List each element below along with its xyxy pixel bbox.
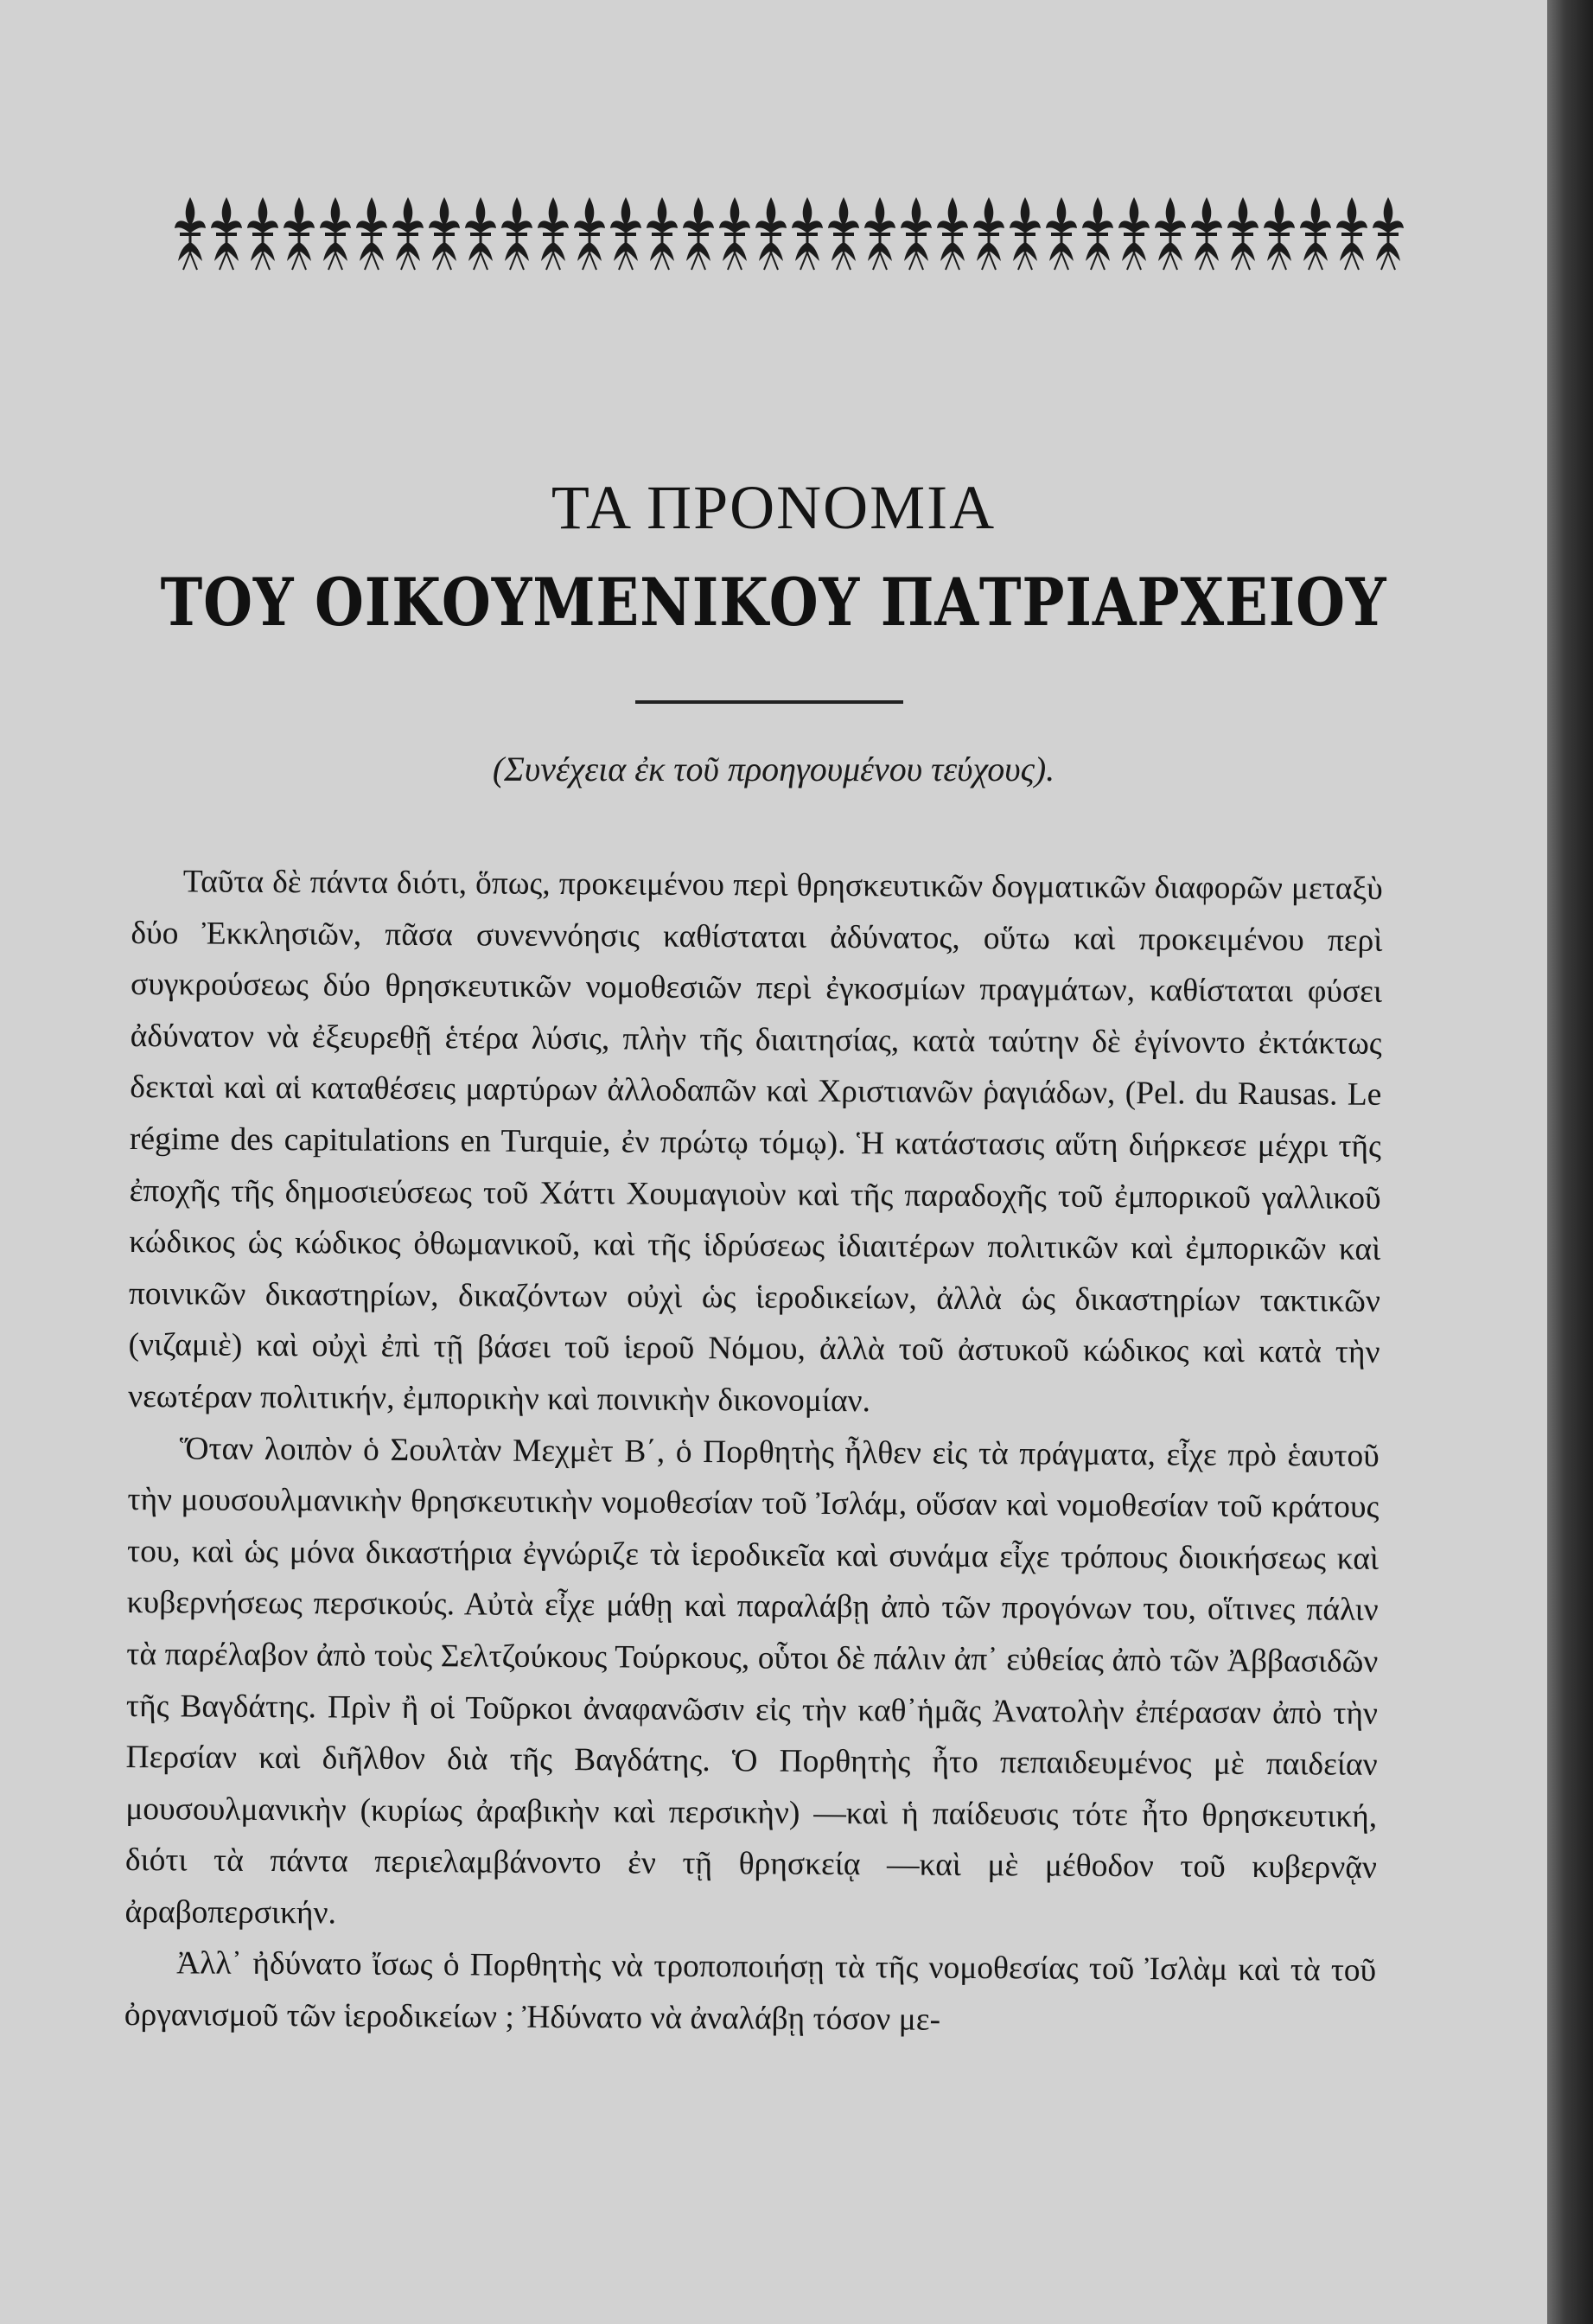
title-divider [635, 700, 903, 704]
subtitle: (Συνέχεια ἐκ τοῦ προηγουμένου τεύχους). [492, 750, 1055, 788]
title-line-2: ΤΟΥ ΟΙΚΟΥΜΕΝΙΚΟΥ ΠΑΤΡΙΑΡΧΕΙΟΥ [160, 564, 1387, 641]
book-spine-edge [1547, 0, 1593, 2324]
title-line-1: ΤΑ ΠΡΟΝΟΜΙΑ [551, 473, 997, 542]
decorative-ornament-band [173, 192, 1409, 278]
paragraph: Ἀλλ᾿ ἠδύνατο ἴσως ὁ Πορθητὴς νὰ τροποποιήσῃ τὰ τῆς νομοθεσίας τοῦ Ἰσλὰμ καὶ τὰ τοῦ ὀργανισμοῦ τῶν ἱεροδικείων ; Ἠδύνατο νὰ ἀναλάβῃ τόσον με- [124, 1945, 1377, 2038]
paragraph: Ὅταν λοιπὸν ὁ Σουλτὰν Μεχμὲτ Β΄, ὁ Πορθητὴς ἦλθεν εἰς τὰ πράγματα, εἶχε πρὸ ἑαυτοῦ τὴν μουσουλμανικὴν θρησκευτικὴν νομοθεσίαν τοῦ Ἰσλάμ, οὕσαν καὶ νομοθεσίαν τοῦ κράτους του, καὶ ὡς μόνα δικαστήρια ἐγνώριζε τὰ ἱεροδικεῖα καὶ συνάμα εἶχε τρόπους διοικήσεως καὶ κυβερνήσεως περσικούς. Αὐτὰ εἶχε μάθῃ καὶ παραλάβῃ ἀπὸ τῶν προγόνων του, οἵτινες πάλιν τὰ παρέλαβον ἀπὸ τοὺς Σελτζούκους Τούρκους, οὗτοι δὲ πάλιν ἀπ᾿ εὐθείας ἀπὸ τῶν Ἀββασιδῶν τῆς Βαγδάτης. Πρὶν ἢ οἱ Τοῦρκοι ἀναφανῶσιν εἰς τὴν καθ᾿ἡμᾶς Ἀνατολὴν ἐπέρασαν ἀπὸ τὴν Περσίαν καὶ διῆλθον διὰ τῆς Βαγδάτης. Ὁ Πορθητὴς ἦτο πεπαιδευμένος μὲ παιδείαν μουσουλμανικὴν (κυρίως ἀραβικὴν καὶ περσικὴν) —καὶ ἡ παίδευσις τότε ἦτο θρησκευτική, διότι τὰ πάντα περιελαμβάνοντο ἐν τῇ θρησκείᾳ —καὶ μὲ μέθοδον τοῦ κυβερνᾷν ἀραβοπερσικήν. [124, 1430, 1380, 1931]
article-body [124, 856, 1383, 2048]
paragraph: Ταῦτα δὲ πάντα διότι, ὅπως, προκειμένου περὶ θρησκευτικῶν δογματικῶν διαφορῶν μεταξὺ δύο Ἐκκλησιῶν, πᾶσα συνεννόησις καθίσταται ἀδύνατος, οὕτω καὶ προκειμένου περὶ συγκρούσεως δύο θρησκευτικῶν νομοθεσιῶν περὶ ἐγκοσμίων πραγμάτων, καθίσταται φύσει ἀδύνατον νὰ ἐξευρεθῇ ἑτέρα λύσις, πλὴν τῆς διαιτησίας, κατὰ ταύτην δὲ ἐγίνοντο ἐκτάκτως δεκταὶ καὶ αἱ καταθέσεις μαρτύρων ἀλλοδαπῶν καὶ Χριστιανῶν ῥαγιάδων, (Pel. du Rausas. Le régime des capitulations en Turquie, ἐν πρώτῳ τόμῳ). Ἡ κατάστασις αὕτη διήρκεσε μέχρι τῆς ἐποχῆς τῆς δημοσιεύσεως τοῦ Χάττι Χουμαγιοὺν καὶ τῆς παραδοχῆς τοῦ ἐμπορικοῦ γαλλικοῦ κώδικος ὡς κώδικος ὀθωμανικοῦ, καὶ τῆς ἱδρύσεως ἰδιαιτέρων πολιτικῶν καὶ ἐμπορικῶν καὶ ποινικῶν δικαστηρίων, δικαζόντων οὐχὶ ὡς ἱεροδικείων, ἀλλὰ ὡς δικαστηρίων τακτικῶν (νιζαμιὲ) καὶ οὐχὶ ἐπὶ τῇ βάσει τοῦ ἱεροῦ Νόμου, ἀλλὰ τοῦ ἀστυκοῦ κώδικος καὶ κατὰ τὴν νεωτέραν πολιτικήν, ἐμπορικὴν καὶ ποινικὴν δικονομίαν. [128, 864, 1383, 1420]
